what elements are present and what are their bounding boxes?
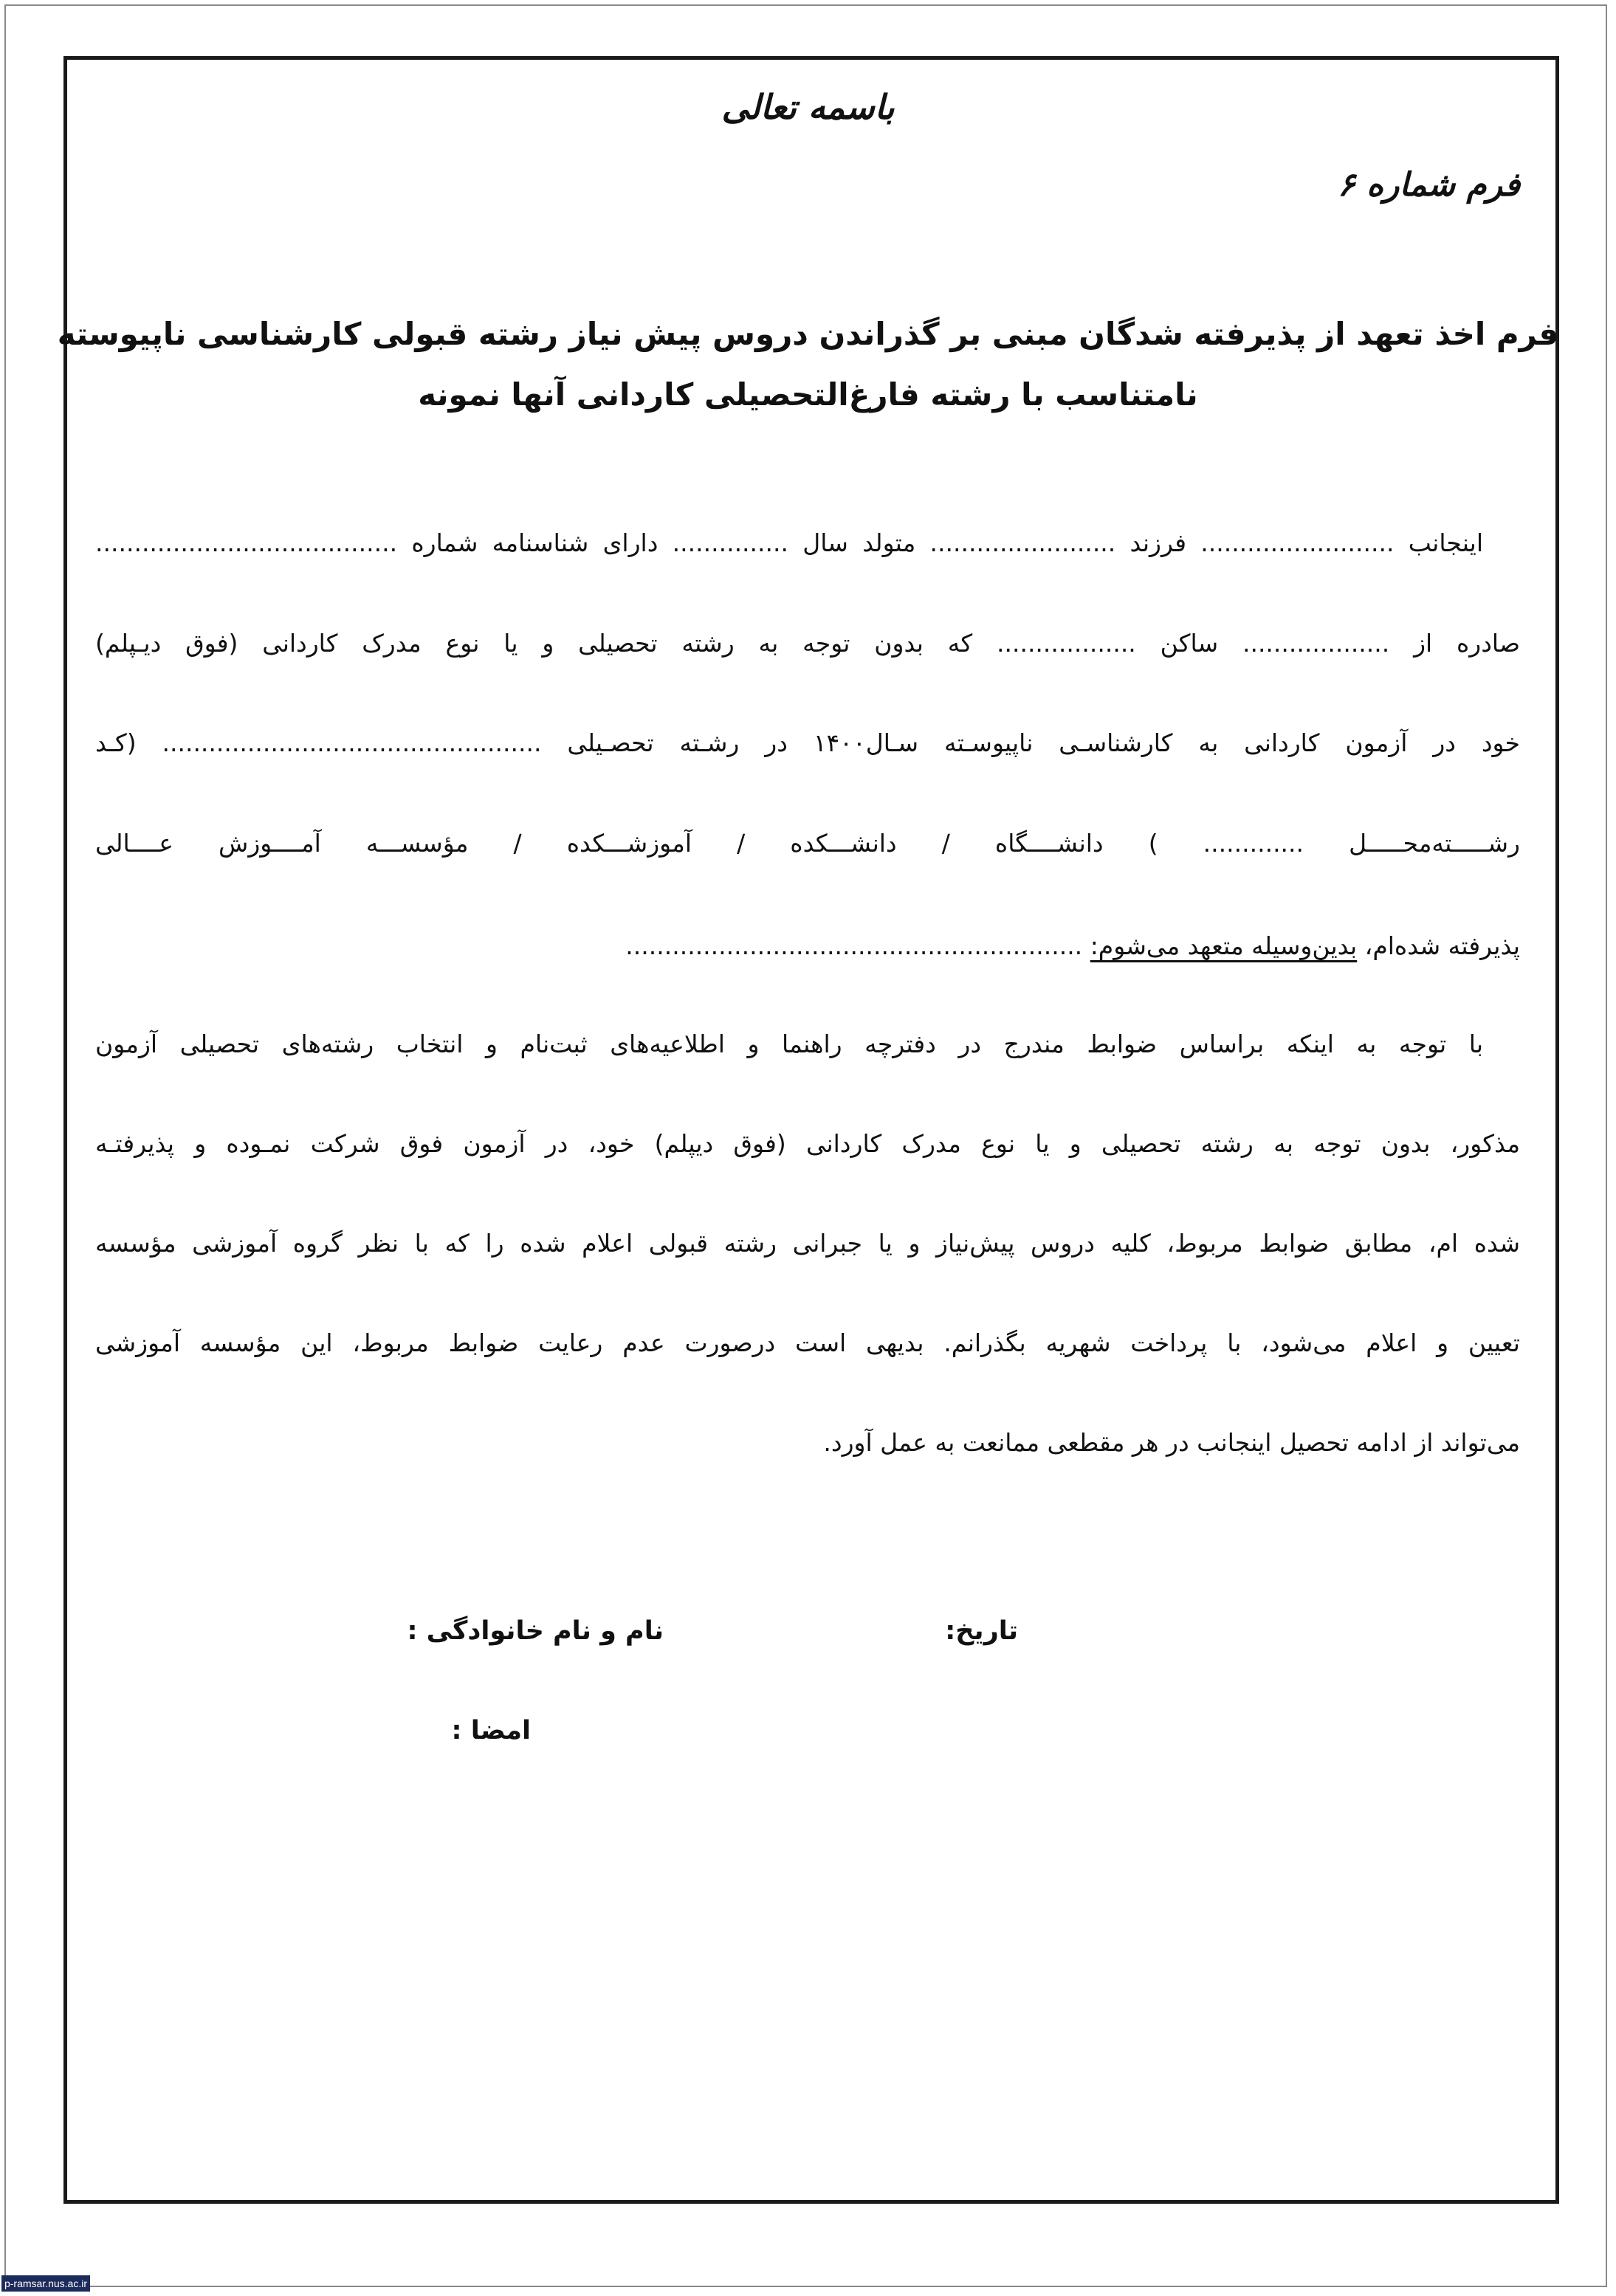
paragraph-line-1: با توجه به اینکه براساس ضوابط مندرج در دفترچه راهنما و اطلاعیه‌های ثبت‌نام و انتخاب رشته‌های تحصیلی آزمون (95, 1030, 1483, 1058)
fill-line-4: رشـــــته‌محـــــل ............. ) دانشــــگاه / دانشـــکده / آموزشـــکده / مؤسســـه آمــــوزش عــــالی (95, 829, 1520, 858)
paragraph-line-3: شده ام، مطابق ضوابط مربوط، کلیه دروس پیش‌نیاز و یا جبرانی رشته قبولی اعلام شده را که با نظر گروه آموزشی مؤسسه (95, 1229, 1520, 1258)
form-title-line-1: فرم اخذ تعهد از پذیرفته شدگان مبنی بر گذراندن دروس پیش نیاز رشته قبولی کارشناسی ناپیوسته (57, 316, 1559, 352)
fill-line-5-dots: ........................................................... (625, 931, 1083, 960)
fill-line-5 (625, 924, 1520, 968)
paragraph-line-2: مذکور، بدون توجه به رشته تحصیلی و یا نوع مدرک کاردانی (فوق دیپلم) خود، در آزمون فوق شرکت نمـوده و پذیرفتـه (95, 1129, 1520, 1158)
signature-label: امضا : (451, 1716, 531, 1745)
site-watermark: p-ramsar.nus.ac.ir (1, 2275, 90, 2292)
paragraph-line-5: می‌تواند از ادامه تحصیل اینجانب در هر مقطعی ممانعت به عمل آورد. (823, 1428, 1520, 1457)
form-number: فرم شماره ۶ (1338, 166, 1520, 204)
commitment-phrase: بدین‌وسیله متعهد می‌شوم: (1090, 931, 1358, 960)
form-title-line-2: نامتناسب با رشته فارغ‌التحصیلی کاردانی آنها نمونه (418, 376, 1198, 413)
paragraph-line-4: تعیین و اعلام می‌شود، با پرداخت شهریه بگذرانم. بدیهی است درصورت عدم رعایت ضوابط مربوط، این مؤسسه آموزشی (95, 1328, 1520, 1357)
full-name-label: نام و نام خانوادگی : (407, 1616, 664, 1646)
fill-line-5-prefix: پذیرفته شده‌ام، (1357, 931, 1520, 960)
fill-line-1: اینجانب ......................... فرزند ........................ متولد سال ............... دارای شناسنامه شماره ....................................... (95, 528, 1483, 557)
date-label: تاریخ: (945, 1616, 1018, 1646)
fill-line-3: خود در آزمون کاردانی به کارشناسـی ناپیوسـته سـال۱۴۰۰ در رشـته تحصـیلی ................................................. (کـد (95, 728, 1521, 757)
fill-line-2: صادره از ................... ساکن .................. که بدون توجه به رشته تحصیلی و یا نوع مدرک کاردانی (فوق دیـپلم) (95, 629, 1520, 658)
basmala-heading: باسمه تعالی (721, 87, 895, 127)
